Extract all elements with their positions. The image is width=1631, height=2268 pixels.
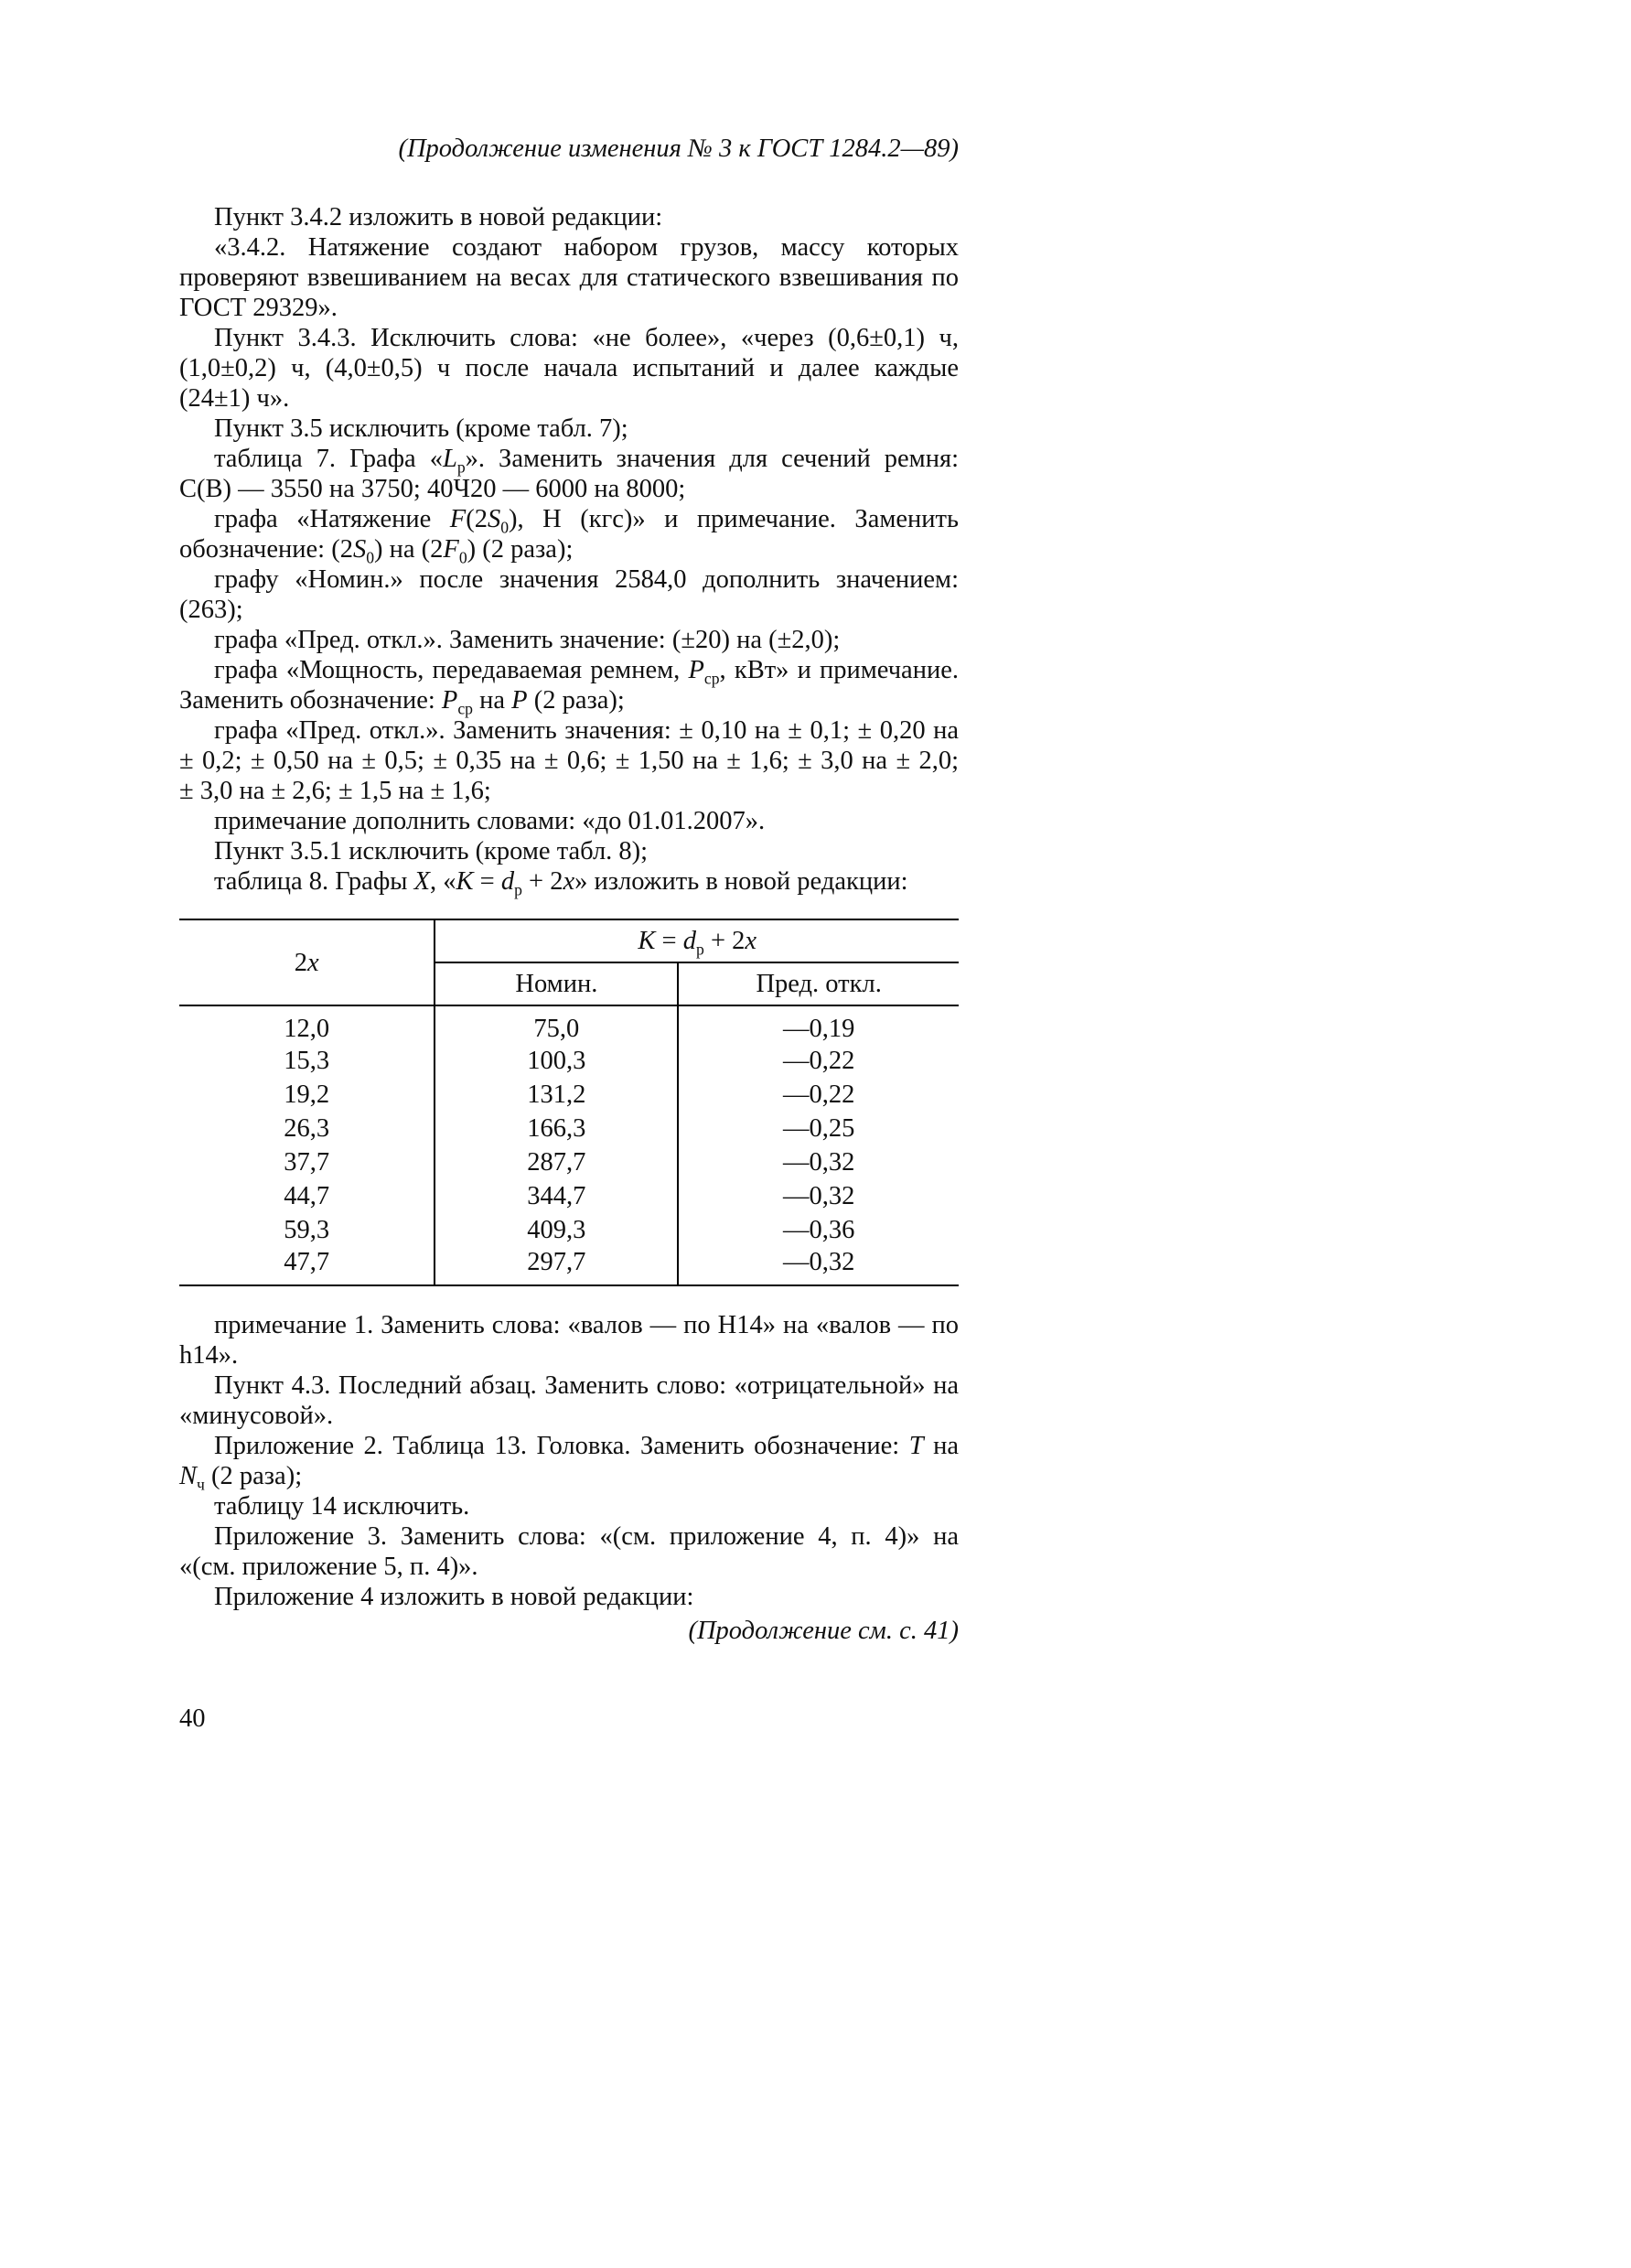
continuation-footer: (Продолжение см. с. 41) bbox=[688, 1617, 959, 1645]
text-run: L bbox=[442, 445, 457, 473]
text-run: примечание 1. Заменить слова: «валов — по Н14» на «валов — по h14». bbox=[179, 1311, 959, 1370]
text-run: x bbox=[307, 948, 319, 977]
text-run: Приложение 2. Таблица 13. Головка. Заменить обозначение: bbox=[214, 1432, 909, 1460]
text-run: d bbox=[500, 867, 515, 896]
paragraph bbox=[179, 202, 959, 232]
text-run: x bbox=[563, 867, 575, 896]
text-run: ) (2 раза); bbox=[467, 535, 574, 564]
table-cell: 26,3 bbox=[179, 1112, 435, 1145]
table-8 bbox=[179, 919, 959, 1286]
paragraph bbox=[179, 866, 959, 897]
text-run: ) на (2 bbox=[374, 535, 444, 564]
table-cell: —0,36 bbox=[678, 1213, 959, 1247]
table-cell: —0,19 bbox=[678, 1005, 959, 1044]
text-run: ), Н (кгс)» и примечание. Заменить обозначение: (2 bbox=[179, 505, 959, 564]
text-run: «3.4.2. Натяжение создают набором грузов, массу которых проверяют взвешиванием на весах для статического взвешивания по ГОСТ 29329». bbox=[179, 233, 959, 322]
table-cell: —0,25 bbox=[678, 1112, 959, 1145]
table-col-2x-header bbox=[179, 919, 435, 1005]
text-run: на bbox=[923, 1432, 959, 1460]
text-run: Пункт 4.3. Последний абзац. Заменить слово: «отрицательной» на «минусовой». bbox=[179, 1371, 959, 1430]
text-run: K bbox=[456, 867, 474, 896]
table-cell: 131,2 bbox=[527, 1080, 586, 1109]
text-run: 0 bbox=[458, 548, 467, 567]
text-run: 0 bbox=[366, 548, 375, 567]
body-text bbox=[179, 202, 959, 1612]
text-run: ср bbox=[703, 669, 720, 688]
text-run: , « bbox=[430, 867, 456, 896]
text-run: N bbox=[179, 1462, 198, 1490]
table-cell: —0,32 bbox=[678, 1145, 959, 1179]
table-row bbox=[179, 1145, 959, 1179]
text-run: р bbox=[514, 880, 522, 899]
table-row bbox=[179, 1179, 959, 1213]
text-run: , кВт» и примечание. Заменить обозначение: bbox=[179, 656, 959, 715]
text-run: на bbox=[473, 686, 512, 715]
table-row bbox=[179, 1005, 959, 1044]
text-run: графа «Пред. откл.». Заменить значения: ± 0,10 на ± 0,1; ± 0,20 на ± 0,2; ± 0,50 на ± 0,5; ± 0,35 на ± 0,6; ± 1,50 на ± 1,6; ± 3,0 на ± 2,0; ± 3,0 на ± 2,6; ± 1,5 на ± 1,6; bbox=[179, 716, 959, 805]
text-run: S bbox=[487, 505, 501, 533]
paragraph bbox=[179, 1310, 959, 1370]
text-run: Пункт 3.4.2 изложить в новой редакции: bbox=[214, 203, 663, 231]
paragraph bbox=[179, 444, 959, 504]
paragraph bbox=[179, 504, 959, 567]
table-row bbox=[179, 1112, 959, 1145]
text-run: X bbox=[413, 867, 430, 896]
text-run: таблица 8. Графы bbox=[214, 867, 414, 896]
table-cell: —0,32 bbox=[678, 1179, 959, 1213]
table-cell: 44,7 bbox=[179, 1179, 435, 1213]
text-run: S bbox=[352, 535, 367, 564]
text-run: Пункт 3.5 исключить (кроме табл. 7); bbox=[214, 414, 628, 443]
table-cell: 166,3 bbox=[527, 1114, 586, 1143]
table-body bbox=[179, 1005, 959, 1285]
text-run: 0 bbox=[500, 518, 510, 537]
text-run: F bbox=[449, 505, 467, 533]
page-number: 40 bbox=[179, 1704, 206, 1733]
text-run: ч bbox=[197, 1475, 205, 1494]
text-run: K bbox=[638, 927, 656, 955]
text-run: F bbox=[443, 535, 459, 564]
paragraph bbox=[179, 806, 959, 836]
text-run: графа «Пред. откл.». Заменить значение: (±20) на (±2,0); bbox=[214, 626, 841, 654]
table-cell: 47,7 bbox=[179, 1247, 435, 1285]
table-cell: 409,3 bbox=[527, 1216, 586, 1244]
text-run: = bbox=[473, 867, 501, 896]
paragraph bbox=[179, 323, 959, 414]
table-cell: —0,22 bbox=[678, 1044, 959, 1078]
text-run: графу «Номин.» после значения 2584,0 дополнить значением: (263); bbox=[179, 565, 959, 624]
text-run: x bbox=[745, 927, 757, 955]
text-run: (2 bbox=[466, 505, 488, 533]
table-cell: 19,2 bbox=[179, 1078, 435, 1112]
paragraph bbox=[179, 232, 959, 323]
text-run: таблица 7. Графа « bbox=[214, 445, 443, 473]
table-cell: 75,0 bbox=[533, 1015, 580, 1043]
text-run: = bbox=[655, 927, 683, 955]
text-run: ». Заменить значения для сечений ремня: С(В) — 3550 на 3750; 40Ч20 — 6000 на 8000; bbox=[179, 445, 960, 503]
text-run: (2 раза); bbox=[527, 686, 625, 715]
table-cell: —0,22 bbox=[678, 1078, 959, 1112]
paragraph bbox=[179, 715, 959, 806]
table-row bbox=[179, 1044, 959, 1078]
table-cell: 344,7 bbox=[527, 1182, 586, 1210]
table-cell: 37,7 bbox=[179, 1145, 435, 1179]
text-run: (2 раза); bbox=[204, 1462, 303, 1490]
text-run: d bbox=[682, 927, 696, 955]
text-run: P bbox=[688, 656, 704, 684]
text-run: » изложить в новой редакции: bbox=[574, 867, 908, 896]
text-run: P bbox=[441, 686, 458, 715]
table-cell: 59,3 bbox=[179, 1213, 435, 1247]
table-row bbox=[179, 1213, 959, 1247]
table-cell: 287,7 bbox=[527, 1148, 586, 1177]
text-run: 2 bbox=[294, 948, 308, 977]
table-group-header bbox=[435, 919, 959, 962]
text-run: р bbox=[695, 940, 704, 959]
text-run: таблицу 14 исключить. bbox=[214, 1492, 470, 1521]
paragraph bbox=[179, 1521, 959, 1582]
text-run: Приложение 4 изложить в новой редакции: bbox=[214, 1583, 694, 1611]
continuation-header: (Продолжение изменения № 3 к ГОСТ 1284.2—89) bbox=[398, 134, 959, 163]
paragraph bbox=[179, 414, 959, 444]
text-run: р bbox=[456, 457, 466, 477]
table-subheader-nominal: Номин. bbox=[435, 962, 678, 1005]
paragraph bbox=[179, 1370, 959, 1431]
table-cell: 15,3 bbox=[179, 1044, 435, 1078]
paragraph bbox=[179, 625, 959, 655]
text-run: T bbox=[908, 1432, 924, 1460]
table-subheader-deviation: Пред. откл. bbox=[678, 962, 959, 1005]
table-header-row bbox=[179, 919, 959, 962]
paragraph bbox=[179, 564, 959, 625]
text-run: Пункт 3.4.3. Исключить слова: «не более», «через (0,6±0,1) ч, (1,0±0,2) ч, (4,0±0,5) ч после начала испытаний и далее каждые (24±1) ч». bbox=[179, 324, 959, 413]
text-run: ср bbox=[457, 699, 473, 718]
table-row bbox=[179, 1078, 959, 1112]
table-cell: 12,0 bbox=[179, 1005, 435, 1044]
paragraph bbox=[179, 655, 959, 718]
table-header bbox=[179, 919, 959, 1005]
paragraph bbox=[179, 1582, 959, 1612]
page-content bbox=[179, 134, 959, 1734]
text-run: примечание дополнить словами: «до 01.01.2007». bbox=[214, 807, 766, 835]
table-cell: 297,7 bbox=[527, 1248, 586, 1276]
text-run: Пункт 3.5.1 исключить (кроме табл. 8); bbox=[214, 837, 649, 865]
table-row bbox=[179, 1247, 959, 1285]
paragraph bbox=[179, 1431, 959, 1494]
paragraph bbox=[179, 1491, 959, 1521]
text-run: P bbox=[511, 686, 528, 715]
text-run: + 2 bbox=[521, 867, 563, 896]
text-run: графа «Мощность, передаваемая ремнем, bbox=[214, 656, 689, 684]
paragraph bbox=[179, 836, 959, 866]
text-run: Приложение 3. Заменить слова: «(см. приложение 4, п. 4)» на «(см. приложение 5, п. 4)». bbox=[179, 1522, 959, 1581]
text-run: + 2 bbox=[703, 927, 746, 955]
table-cell: 100,3 bbox=[527, 1047, 586, 1075]
table-cell: —0,32 bbox=[678, 1247, 959, 1285]
text-run: графа «Натяжение bbox=[214, 505, 450, 533]
